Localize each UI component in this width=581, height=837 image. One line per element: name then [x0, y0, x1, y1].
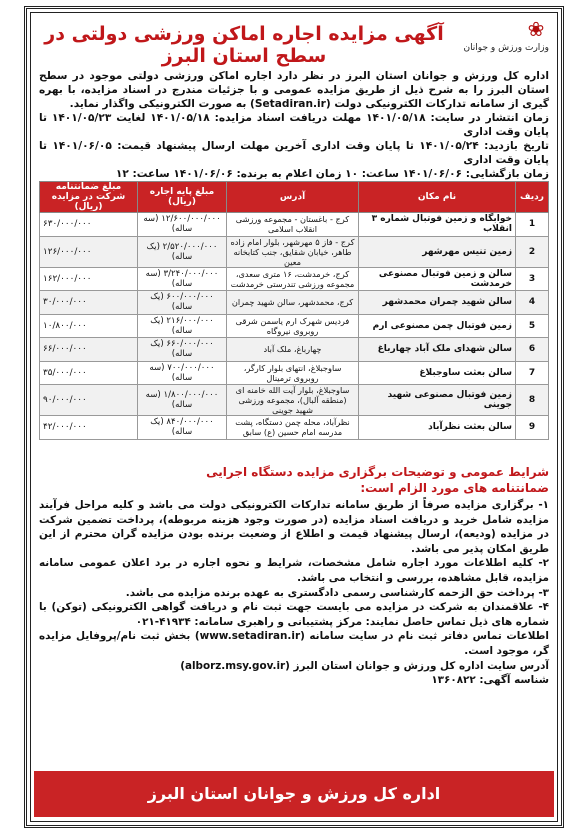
base-price: ۸۴۰/۰۰۰/۰۰۰ (یک ساله) [138, 416, 227, 440]
deposit-amount: ۹۰/۰۰۰/۰۰۰ [40, 385, 138, 416]
header-deposit: مبلغ ضمانتنامه شرکت در مزایده (ریال) [40, 182, 138, 213]
deposit-amount: ۱۰/۸۰۰/۰۰۰ [40, 314, 138, 338]
term-contact-info: اطلاعات تماس دفاتر ثبت نام در سایت سامانه (www.setadiran.ir) بخش ثبت نام/پروفایل مزایده گر، موجود است. [39, 630, 549, 657]
place-name: سالن و زمین فوتبال مصنوعی خرمدشت [359, 267, 516, 291]
iran-emblem-icon: ❀ [527, 17, 545, 41]
place-name: خوابگاه و زمین فوتبال شماره ۳ انقلاب [359, 213, 516, 237]
row-number: 2 [516, 236, 549, 267]
row-number: 5 [516, 314, 549, 338]
intro-opening-dates: زمان بازگشایی: ۱۴۰۱/۰۶/۰۶ ساعت: ۱۰ زمان اعلام به برنده: ۱۴۰۱/۰۶/۰۶ ساعت: ۱۲ [115, 168, 549, 180]
term-item: ۱- برگزاری مزایده صرفاً از طریق سامانه تدارکات الکترونیکی دولت می باشد و کلیه مراحل فرآیند مزایده شامل خرید و دریافت اسناد مزایده (در صورت وجود هزینه مربوطه)، پرداخت تضمین شرکت در مزایده (ودیعه)، ارسال پیشنهاد قیمت و اطلاع از وضعیت برنده بودن مزایده گران محترم از این طریق امکان پذیر می باشد. [39, 499, 549, 555]
header-address: آدرس [227, 182, 359, 213]
base-price: ۶۰۰/۰۰۰/۰۰۰ (یک ساله) [138, 291, 227, 315]
base-price: ۱۲/۶۰۰/۰۰۰/۰۰۰ (سه ساله) [138, 213, 227, 237]
table-row [40, 385, 549, 416]
place-address: ساوجبلاغ، انتهای بلوار کارگر، روبروی ترمینال [227, 361, 359, 385]
row-number: 6 [516, 338, 549, 362]
ad-inner-border [30, 12, 558, 822]
table-row [40, 236, 549, 267]
terms-section [39, 464, 549, 688]
term-item: ۳- پرداخت حق الزحمه کارشناسی رسمی دادگستری به عهده برنده مزایده می باشد. [125, 586, 549, 599]
table-row [40, 416, 549, 440]
table-row [40, 213, 549, 237]
table-row [40, 361, 549, 385]
base-price: ۱/۸۰۰/۰۰۰/۰۰۰ (سه ساله) [138, 385, 227, 416]
header-base-price: مبلغ پایه اجاره (ریال) [138, 182, 227, 213]
place-address: کرج - فاز ۵ مهرشهر، بلوار امام زاده طاهر، خیابان شقایق، جنب کتابخانه معین [227, 236, 359, 267]
base-price: ۳/۲۴۰/۰۰۰/۰۰۰ (سه ساله) [138, 267, 227, 291]
base-price: ۲۱۶/۰۰۰/۰۰۰ (یک ساله) [138, 314, 227, 338]
table-row [40, 267, 549, 291]
intro-description: اداره کل ورزش و جوانان استان البرز در نظر دارد اجاره اماکن ورزشی دولتی موجود در سطح استان البرز را به شرح ذیل از طریق مزایده عمومی و با جزئیات مندرج در اسناد مزایده، با بهره گیری از سامانه تدارکات الکترونیکی دولت (Setadiran.ir) به صورت الکترونیکی واگذار نماید. [39, 70, 549, 110]
place-address: کرج، خرمدشت، ۱۶ متری سعدی، مجموعه ورزشی تندرستی خرمدشت [227, 267, 359, 291]
ad-header [31, 13, 557, 75]
place-name: سالن شهید چمران محمدشهر [359, 291, 516, 315]
intro-visit-dates: تاریخ بازدید: ۱۴۰۱/۰۵/۲۴ تا پایان وقت اداری آخرین مهلت ارسال پیشنهاد قیمت: ۱۴۰۱/۰۶/۰۵ تا پایان وقت اداری [39, 140, 549, 166]
ad-title: آگهی مزایده اجاره اماکن ورزشی دولتی در سطح استان البرز [44, 23, 444, 67]
place-address: کرج - باغستان - مجموعه ورزشی انقلاب اسلامی [227, 213, 359, 237]
place-name: سالن بعثت ساوجبلاغ [359, 361, 516, 385]
row-number: 3 [516, 267, 549, 291]
deposit-amount: ۴۲/۰۰۰/۰۰۰ [40, 416, 138, 440]
terms-heading: شرایط عمومی و توضیحات برگزاری مزایده دستگاه اجرایی [206, 465, 549, 479]
term-item: ۴- علاقمندان به شرکت در مزایده می بایست جهت ثبت نام و دریافت گواهی الکترونیکی (توکن) با شماره های ذیل تماس حاصل نمایند: مرکز پشتیبانی و راهبری سامانه: ۴۱۹۳۴-۰۲۱ [39, 601, 549, 628]
row-number: 7 [516, 361, 549, 385]
place-address: نظرآباد، محله چمن دستگاه، پشت مدرسه امام حسین (ع) سابق [227, 416, 359, 440]
place-name: زمین فوتبال مصنوعی شهید جوینی [359, 385, 516, 416]
place-address: چهارباغ، ملک آباد [227, 338, 359, 362]
deposit-amount: ۳۵/۰۰۰/۰۰۰ [40, 361, 138, 385]
place-name: زمین تنیس مهرشهر [359, 236, 516, 267]
intro-publish-dates: زمان انتشار در سایت: ۱۴۰۱/۰۵/۱۸ مهلت دریافت اسناد مزایده: ۱۴۰۱/۰۵/۱۸ لغایت ۱۴۰۱/۰۵/۲۳ تا پایان وقت اداری [39, 112, 549, 138]
deposit-amount: ۶۶/۰۰۰/۰۰۰ [40, 338, 138, 362]
table-row [40, 338, 549, 362]
place-address: کرج، محمدشهر، سالن شهید چمران [227, 291, 359, 315]
ministry-emblem [453, 17, 549, 71]
ad-footer: اداره کل ورزش و جوانان استان البرز [34, 771, 554, 817]
ad-id: شناسه آگهی: ۱۳۶۰۸۲۲ [431, 674, 549, 687]
row-number: 4 [516, 291, 549, 315]
term-website: آدرس سایت اداره کل ورزش و جوانان استان البرز (alborz.msy.gov.ir) [180, 659, 549, 672]
ad-intro [39, 69, 549, 181]
header-row-number: ردیف [516, 182, 549, 213]
place-name: سالن بعثت نظرآباد [359, 416, 516, 440]
table-row [40, 314, 549, 338]
place-name: زمین فوتبال چمن مصنوعی ارم [359, 314, 516, 338]
base-price: ۲/۵۲۰/۰۰۰/۰۰۰ (یک ساله) [138, 236, 227, 267]
row-number: 9 [516, 416, 549, 440]
table-header-row [40, 182, 549, 213]
ad-frame [24, 6, 564, 828]
deposit-amount: ۱۲۶/۰۰۰/۰۰۰ [40, 236, 138, 267]
deposit-amount: ۶۳۰/۰۰۰/۰۰۰ [40, 213, 138, 237]
place-name: سالن شهدای ملک آباد چهارباغ [359, 338, 516, 362]
place-address: ساوجبلاغ، بلوار آیت الله خامنه ای (منطقه آلبال)، مجموعه ورزشی شهید جوینی [227, 385, 359, 416]
base-price: ۶۶۰/۰۰۰/۰۰۰ (یک ساله) [138, 338, 227, 362]
place-address: فردیس شهرک ارم یاسمن شرقی روبروی نیروگاه [227, 314, 359, 338]
base-price: ۷۰۰/۰۰۰/۰۰۰ (سه ساله) [138, 361, 227, 385]
table-row [40, 291, 549, 315]
venues-table [39, 181, 549, 440]
row-number: 8 [516, 385, 549, 416]
header-place-name: نام مکان [359, 182, 516, 213]
terms-subheading: ضمانتنامه های مورد الزام است: [360, 481, 549, 495]
deposit-amount: ۱۶۲/۰۰۰/۰۰۰ [40, 267, 138, 291]
term-item: ۲- کلیه اطلاعات مورد اجاره شامل مشخصات، شرایط و نحوه اجاره در برد اعلان عمومی سامانه مزایده، قابل مشاهده، بررسی و انتخاب می باشد. [39, 557, 549, 584]
deposit-amount: ۳۰/۰۰۰/۰۰۰ [40, 291, 138, 315]
ministry-name: وزارت ورزش و جوانان [463, 43, 549, 53]
row-number: 1 [516, 213, 549, 237]
